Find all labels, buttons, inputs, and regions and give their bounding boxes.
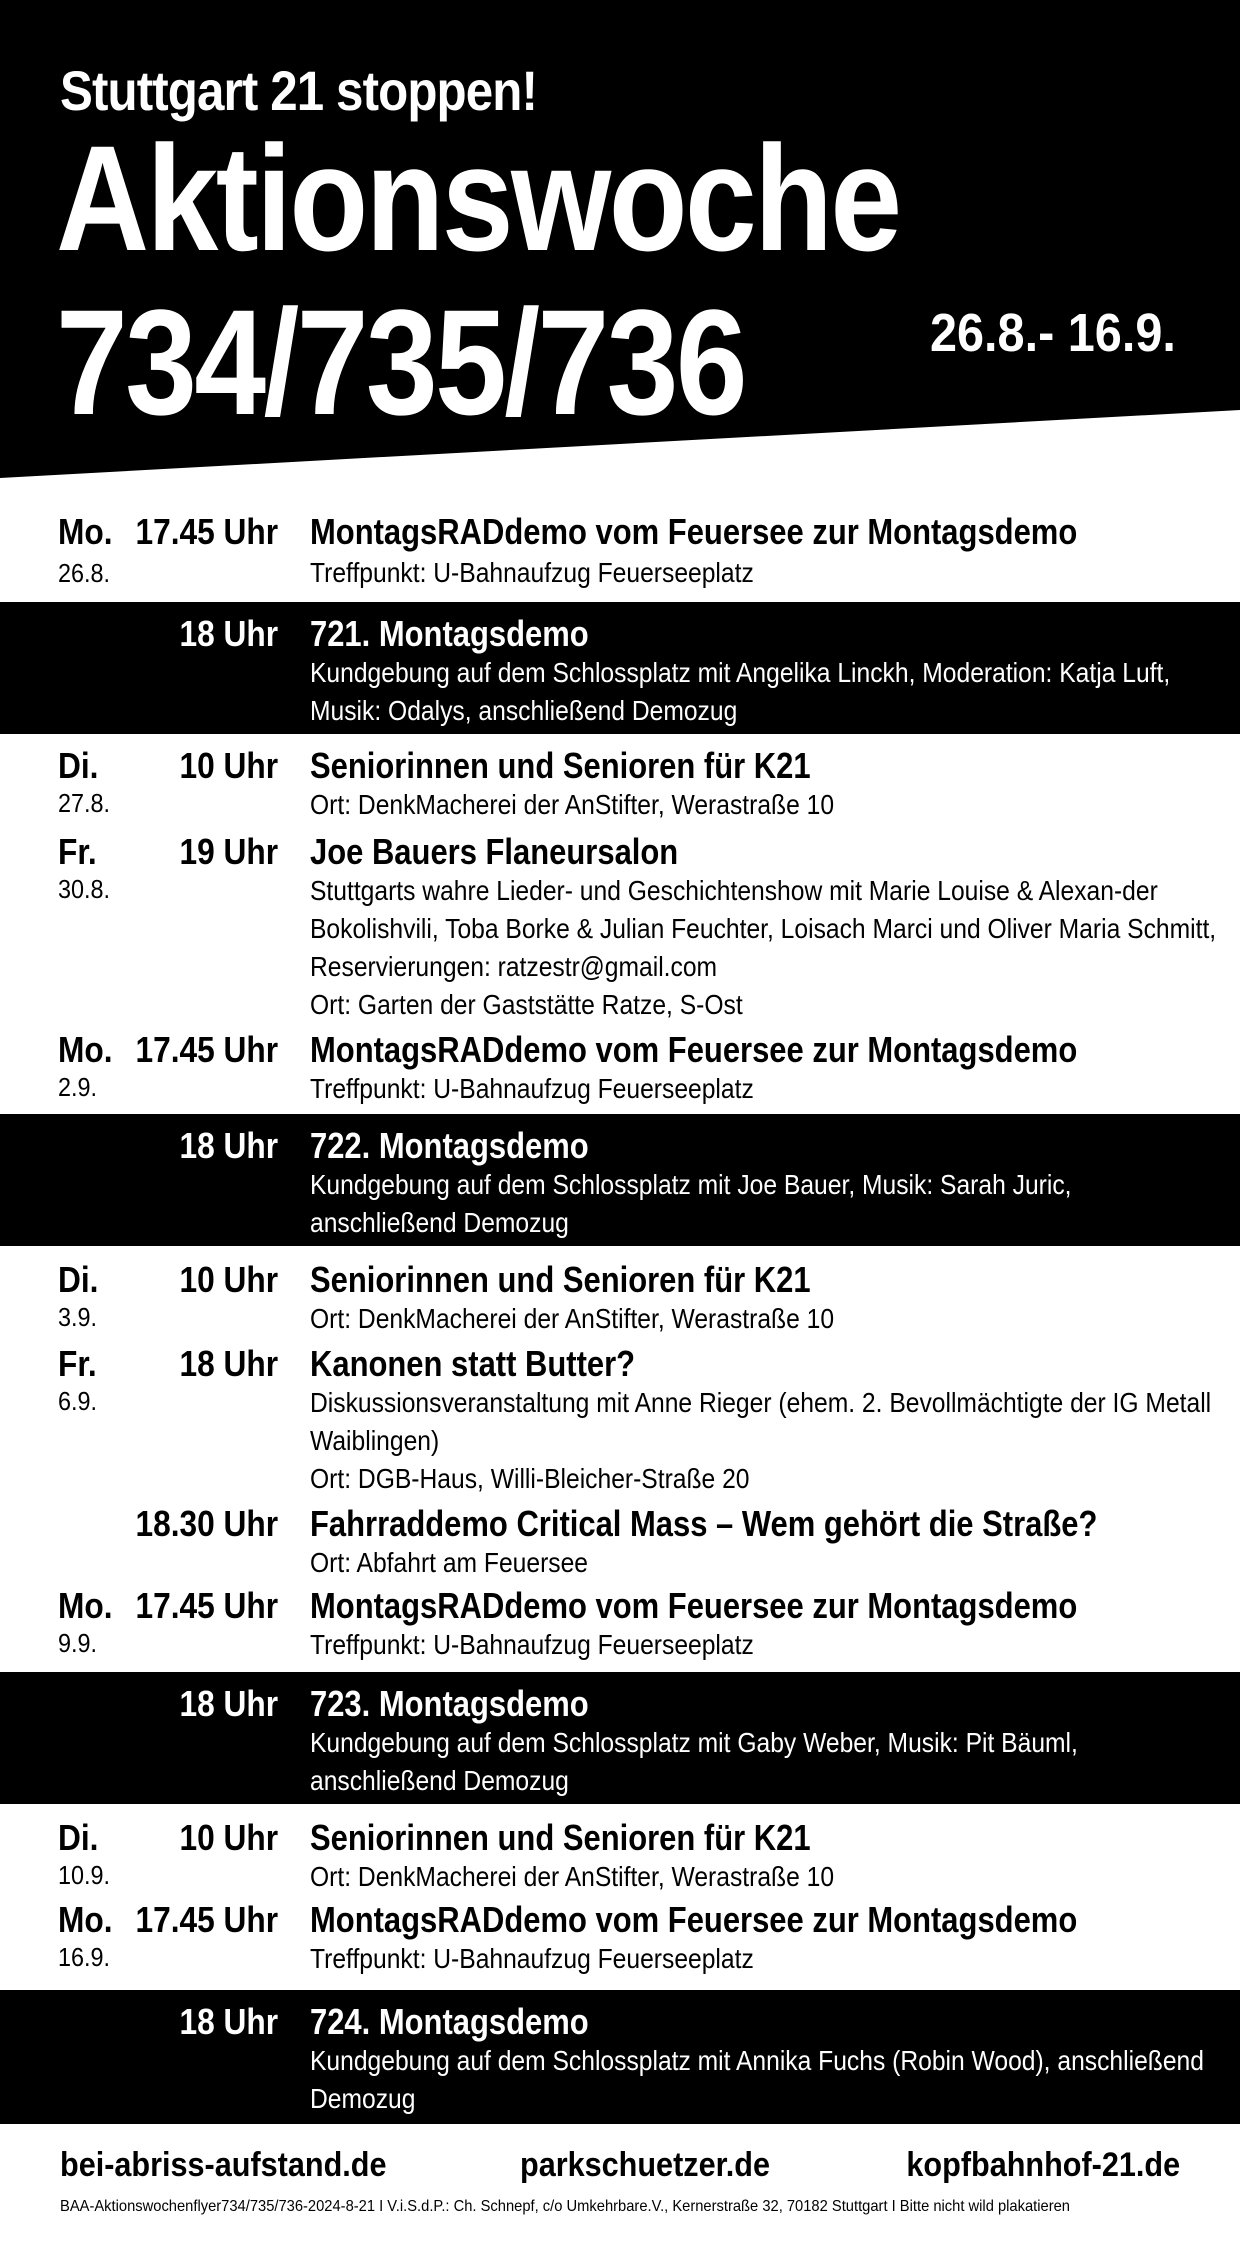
event-entry bbox=[0, 1812, 1240, 1894]
event-description: Treffpunkt: U-Bahnaufzug Feuerseeplatz bbox=[310, 557, 754, 588]
event-title: Fahrraddemo Critical Mass – Wem gehört die Straße? bbox=[310, 1503, 1098, 1544]
event-day: Mo. bbox=[58, 511, 113, 552]
event-entry bbox=[0, 1022, 1240, 1114]
event-time: 17.45 Uhr bbox=[135, 511, 278, 552]
header-banner bbox=[0, 0, 1240, 490]
event-date: 16.9. bbox=[58, 1942, 111, 1972]
event-entry-highlight bbox=[0, 602, 1240, 734]
event-description: Ort: DenkMacherei der AnStifter, Werastraße 10 bbox=[310, 1861, 835, 1892]
header-title: Aktionswoche bbox=[56, 114, 900, 282]
event-day: Mo. bbox=[58, 1585, 113, 1626]
event-date: 27.8. bbox=[58, 788, 111, 818]
event-time: 18 Uhr bbox=[179, 2001, 278, 2042]
event-description: Kundgebung auf dem Schlossplatz mit Joe Bauer, Musik: Sarah Juric, anschließend Demozug bbox=[310, 1169, 1072, 1238]
link-parkschuetzer[interactable]: parkschuetzer.de bbox=[520, 2146, 771, 2184]
event-title: 722. Montagsdemo bbox=[310, 1125, 589, 1166]
event-entry bbox=[0, 504, 1240, 596]
link-kopfbahnhof-21[interactable]: kopfbahnhof-21.de bbox=[906, 2146, 1180, 2184]
event-entry-highlight bbox=[0, 1672, 1240, 1804]
event-time: 18 Uhr bbox=[179, 613, 278, 654]
event-time: 17.45 Uhr bbox=[135, 1899, 278, 1940]
event-description: Ort: DenkMacherei der AnStifter, Werastraße 10 bbox=[310, 789, 835, 820]
event-day: Fr. bbox=[58, 831, 97, 872]
event-time: 10 Uhr bbox=[179, 1259, 278, 1300]
event-description: Kundgebung auf dem Schlossplatz mit Gaby Weber, Musik: Pit Bäuml, anschließend Demozug bbox=[310, 1727, 1078, 1796]
event-description: Kundgebung auf dem Schlossplatz mit Angelika Linckh, Moderation: Katja Luft, Musik: Odalys, anschließend Demozug bbox=[310, 657, 1171, 726]
event-date: 10.9. bbox=[58, 1860, 111, 1890]
event-title: Seniorinnen und Senioren für K21 bbox=[310, 745, 811, 786]
event-title: MontagsRADdemo vom Feuersee zur Montagsdemo bbox=[310, 1899, 1078, 1940]
event-entry-highlight bbox=[0, 1990, 1240, 2124]
event-entry bbox=[0, 1580, 1240, 1672]
event-time: 18 Uhr bbox=[179, 1125, 278, 1166]
event-day: Di. bbox=[58, 745, 99, 786]
event-title: Seniorinnen und Senioren für K21 bbox=[310, 1817, 811, 1858]
event-time: 19 Uhr bbox=[179, 831, 278, 872]
event-time: 18 Uhr bbox=[179, 1683, 278, 1724]
event-title: 723. Montagsdemo bbox=[310, 1683, 589, 1724]
event-date: 9.9. bbox=[58, 1628, 98, 1658]
header-pretitle: Stuttgart 21 stoppen! bbox=[60, 59, 538, 122]
event-time: 10 Uhr bbox=[179, 1817, 278, 1858]
event-entry bbox=[0, 1338, 1240, 1498]
event-description: Ort: Abfahrt am Feuersee bbox=[310, 1547, 589, 1578]
event-entry bbox=[0, 826, 1240, 1020]
event-title: Joe Bauers Flaneursalon bbox=[310, 831, 679, 872]
event-description: Stuttgarts wahre Lieder- und Geschichtenshow mit Marie Louise & Alexan-der Bokolishvili, Toba Borke & Julian Feuchter, Loisach Marci und Oliver Maria Schmitt, Reservierungen: ratzestr@gmail.com Ort: Garten der Gaststätte Ratze, S-Ost bbox=[310, 875, 1217, 1020]
imprint-line: BAA-Aktionswochenflyer734/735/736-2024-8-21 I V.i.S.d.P.: Ch. Schnepf, c/o Umkehrbare.V., Kernerstraße 32, 70182 Stuttgart I Bitte nicht wild plakatieren bbox=[60, 2198, 1070, 2215]
event-entry-highlight bbox=[0, 1114, 1240, 1246]
event-entry bbox=[0, 740, 1240, 826]
event-description: Treffpunkt: U-Bahnaufzug Feuerseeplatz bbox=[310, 1073, 754, 1104]
event-entry bbox=[0, 1894, 1240, 1984]
event-date: 26.8. bbox=[58, 558, 111, 588]
header-date-range: 26.8.- 16.9. bbox=[930, 303, 1176, 363]
event-description: Diskussionsveranstaltung mit Anne Rieger (ehem. 2. Bevollmächtigte der IG Metall Waiblingen) Ort: DGB-Haus, Willi-Bleicher-Straße 20 bbox=[310, 1387, 1212, 1494]
event-title: MontagsRADdemo vom Feuersee zur Montagsdemo bbox=[310, 511, 1078, 552]
event-time: 10 Uhr bbox=[179, 745, 278, 786]
event-time: 18 Uhr bbox=[179, 1343, 278, 1384]
event-date: 6.9. bbox=[58, 1386, 98, 1416]
event-title: 721. Montagsdemo bbox=[310, 613, 589, 654]
event-date: 3.9. bbox=[58, 1302, 98, 1332]
event-day: Fr. bbox=[58, 1343, 97, 1384]
event-day: Mo. bbox=[58, 1029, 113, 1070]
event-description: Treffpunkt: U-Bahnaufzug Feuerseeplatz bbox=[310, 1629, 754, 1660]
event-time: 17.45 Uhr bbox=[135, 1029, 278, 1070]
event-date: 2.9. bbox=[58, 1072, 98, 1102]
event-entry bbox=[0, 1498, 1240, 1582]
event-entry bbox=[0, 1254, 1240, 1338]
event-description: Ort: DenkMacherei der AnStifter, Werastraße 10 bbox=[310, 1303, 835, 1334]
event-day: Di. bbox=[58, 1259, 99, 1300]
event-time: 17.45 Uhr bbox=[135, 1585, 278, 1626]
event-description: Kundgebung auf dem Schlossplatz mit Annika Fuchs (Robin Wood), anschließend Demozug bbox=[310, 2045, 1204, 2114]
event-title: Kanonen statt Butter? bbox=[310, 1343, 636, 1384]
event-title: MontagsRADdemo vom Feuersee zur Montagsdemo bbox=[310, 1029, 1078, 1070]
header-numbers: 734/735/736 bbox=[56, 278, 745, 446]
event-description: Treffpunkt: U-Bahnaufzug Feuerseeplatz bbox=[310, 1943, 754, 1974]
event-title: 724. Montagsdemo bbox=[310, 2001, 589, 2042]
event-title: MontagsRADdemo vom Feuersee zur Montagsdemo bbox=[310, 1585, 1078, 1626]
event-title: Seniorinnen und Senioren für K21 bbox=[310, 1259, 811, 1300]
footer-links bbox=[60, 2146, 1180, 2192]
event-day: Di. bbox=[58, 1817, 99, 1858]
event-day: Mo. bbox=[58, 1899, 113, 1940]
event-date: 30.8. bbox=[58, 874, 111, 904]
link-bei-abriss-aufstand[interactable]: bei-abriss-aufstand.de bbox=[60, 2146, 387, 2184]
event-time: 18.30 Uhr bbox=[135, 1503, 278, 1544]
